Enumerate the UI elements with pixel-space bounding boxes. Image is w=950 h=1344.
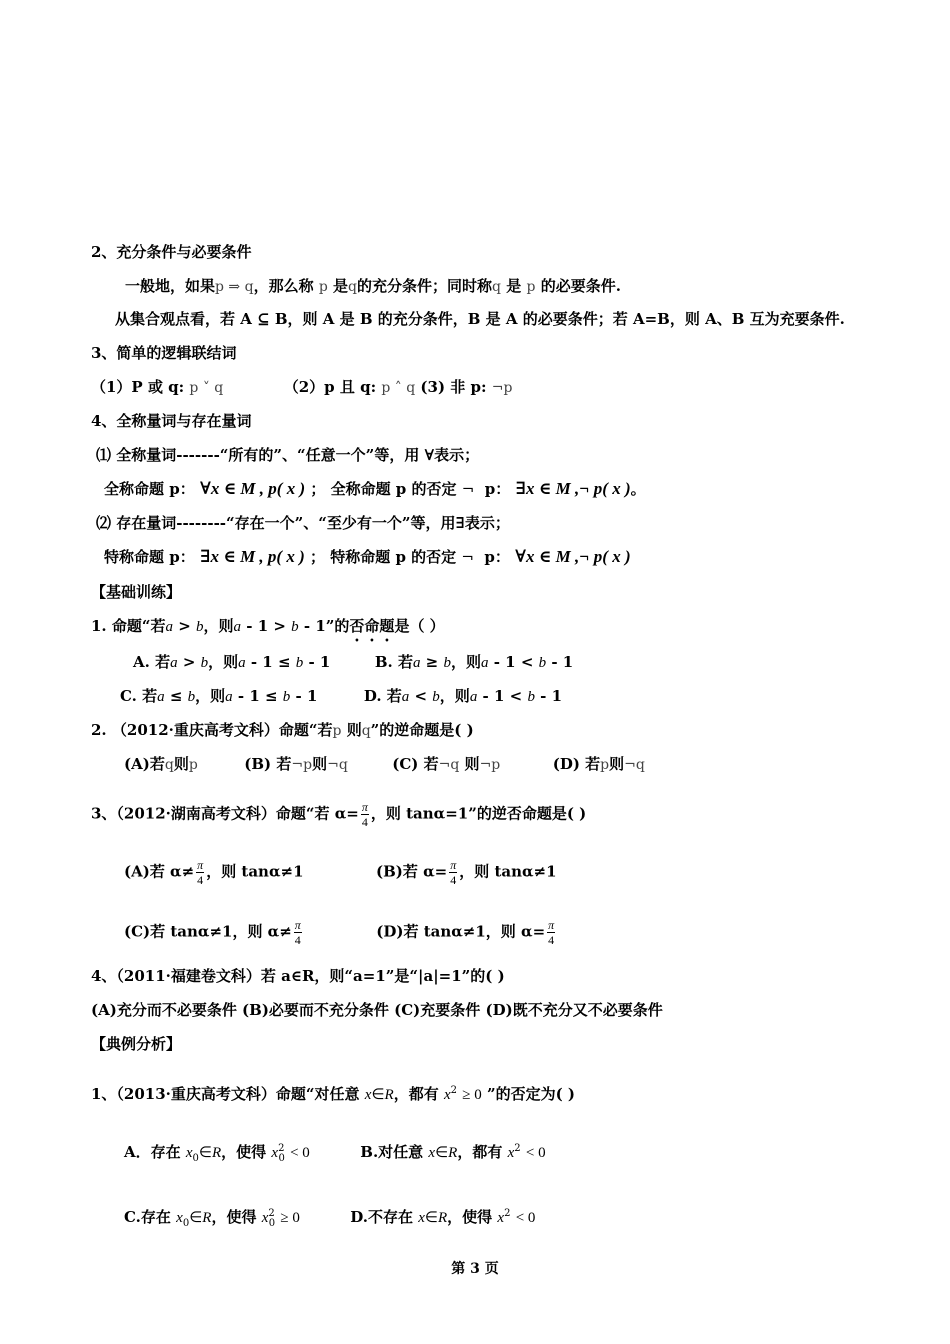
s2-line-1: 一般地，如果p ⇒ q，那么称 p 是q的充分条件；同时称q 是 p 的必要条件. — [125, 277, 621, 295]
s4-line-2: 全称命题 p： ∀x ∈ M , p( x ) ； 全称命题 p 的否定 ¬ p： ∃x ∈ M ,¬ p( x )。 — [104, 479, 646, 498]
example-q1: 1、（2013·重庆高考文科）命题“对任意 x∈R，都有 $x^2 \ge 0$ ”的否定为( ) — [91, 1085, 575, 1103]
s4-line-4: 特称命题 p： ∃x ∈ M , p( x ) ； 特称命题 p 的否定 ¬ p： ∀x ∈ M ,¬ p( x ) — [104, 547, 631, 566]
example-analysis-title: 【典例分析】 — [91, 1035, 182, 1053]
basic-q4: 4、（2011·福建卷文科）若 a∈R，则“a=1”是“|a|=1”的( ) — [91, 967, 505, 985]
basic-q1-options-cd: C. 若a ≤ b，则a - 1 ≤ b - 1 D. 若a < b，则a - 1 < b - 1 — [120, 687, 563, 705]
s3-connectives: （1）P 或 q: p ˅ q （2）p 且 q: p ˄ q (3) 非 p: ¬p — [91, 378, 513, 396]
section-2-title: 2、充分条件与必要条件 — [91, 243, 252, 261]
page-number: 第 3 页 — [451, 1261, 499, 1277]
basic-q2-options: (A)若q则p (B) 若¬p则¬q (C) 若¬q 则¬p (D) 若p则¬q — [124, 755, 645, 773]
basic-q3: 3、（2012·湖南高考文科）命题“若 α= $\frac{\pi}{4}$ ，则 tanα=1”的逆否命题是( ) — [91, 800, 587, 829]
basic-q2: 2. （2012·重庆高考文科）命题“若p 则q”的逆命题是( ) — [91, 721, 474, 739]
basic-q4-options: (A)充分而不必要条件 (B)必要而不充分条件 (C)充要条件 (D)既不充分又不必要条件 — [91, 1001, 663, 1019]
s2-line-2: 从集合观点看，若 A ⊆ B，则 A 是 B 的充分条件，B 是 A 的必要条件；若 A=B，则 A、B 互为充要条件. — [115, 310, 845, 328]
basic-q3-options-ab: (A)若 α≠ $\frac{\pi}{4}$ ，则 tanα≠1 (B)若 α= $\frac{\pi}{4}$ ，则 tanα≠1 — [124, 858, 557, 887]
example-q1-options-ab: A．存在 $x_0\in R$，使得 $x^2_0 < 0$ B.对任意 x∈R，都有 $x^2 < 0$ — [124, 1143, 546, 1164]
s4-line-3: ⑵ 存在量词--------“存在一个”、“至少有一个”等，用∃表示； — [96, 514, 510, 532]
basic-q3-options-cd: (C)若 tanα≠1，则 α≠ $\frac{\pi}{4}$ (D)若 tanα≠1，则 α= $\frac{\pi}{4}$ — [124, 918, 555, 947]
basic-q1-options-ab: A. 若a > b，则a - 1 ≤ b - 1 B. 若a ≥ b，则a - 1 < b - 1 — [133, 653, 574, 671]
section-3-title: 3、简单的逻辑联结词 — [91, 344, 237, 362]
s4-line-1: ⑴ 全称量词-------“所有的”、“任意一个”等，用 ∀表示； — [96, 446, 480, 464]
basic-q1: 1. 命题“若a > b，则a - 1 > b - 1”的否命题是（ ） — [91, 617, 445, 635]
section-4-title: 4、全称量词与存在量词 — [91, 412, 252, 430]
basic-training-title: 【基础训练】 — [91, 583, 182, 601]
example-q1-options-cd: C.存在 $x_0\in R$，使得 $x^2_0 \ge 0$ D.不存在 x∈R，使得 $x^2 < 0$ — [124, 1208, 536, 1229]
